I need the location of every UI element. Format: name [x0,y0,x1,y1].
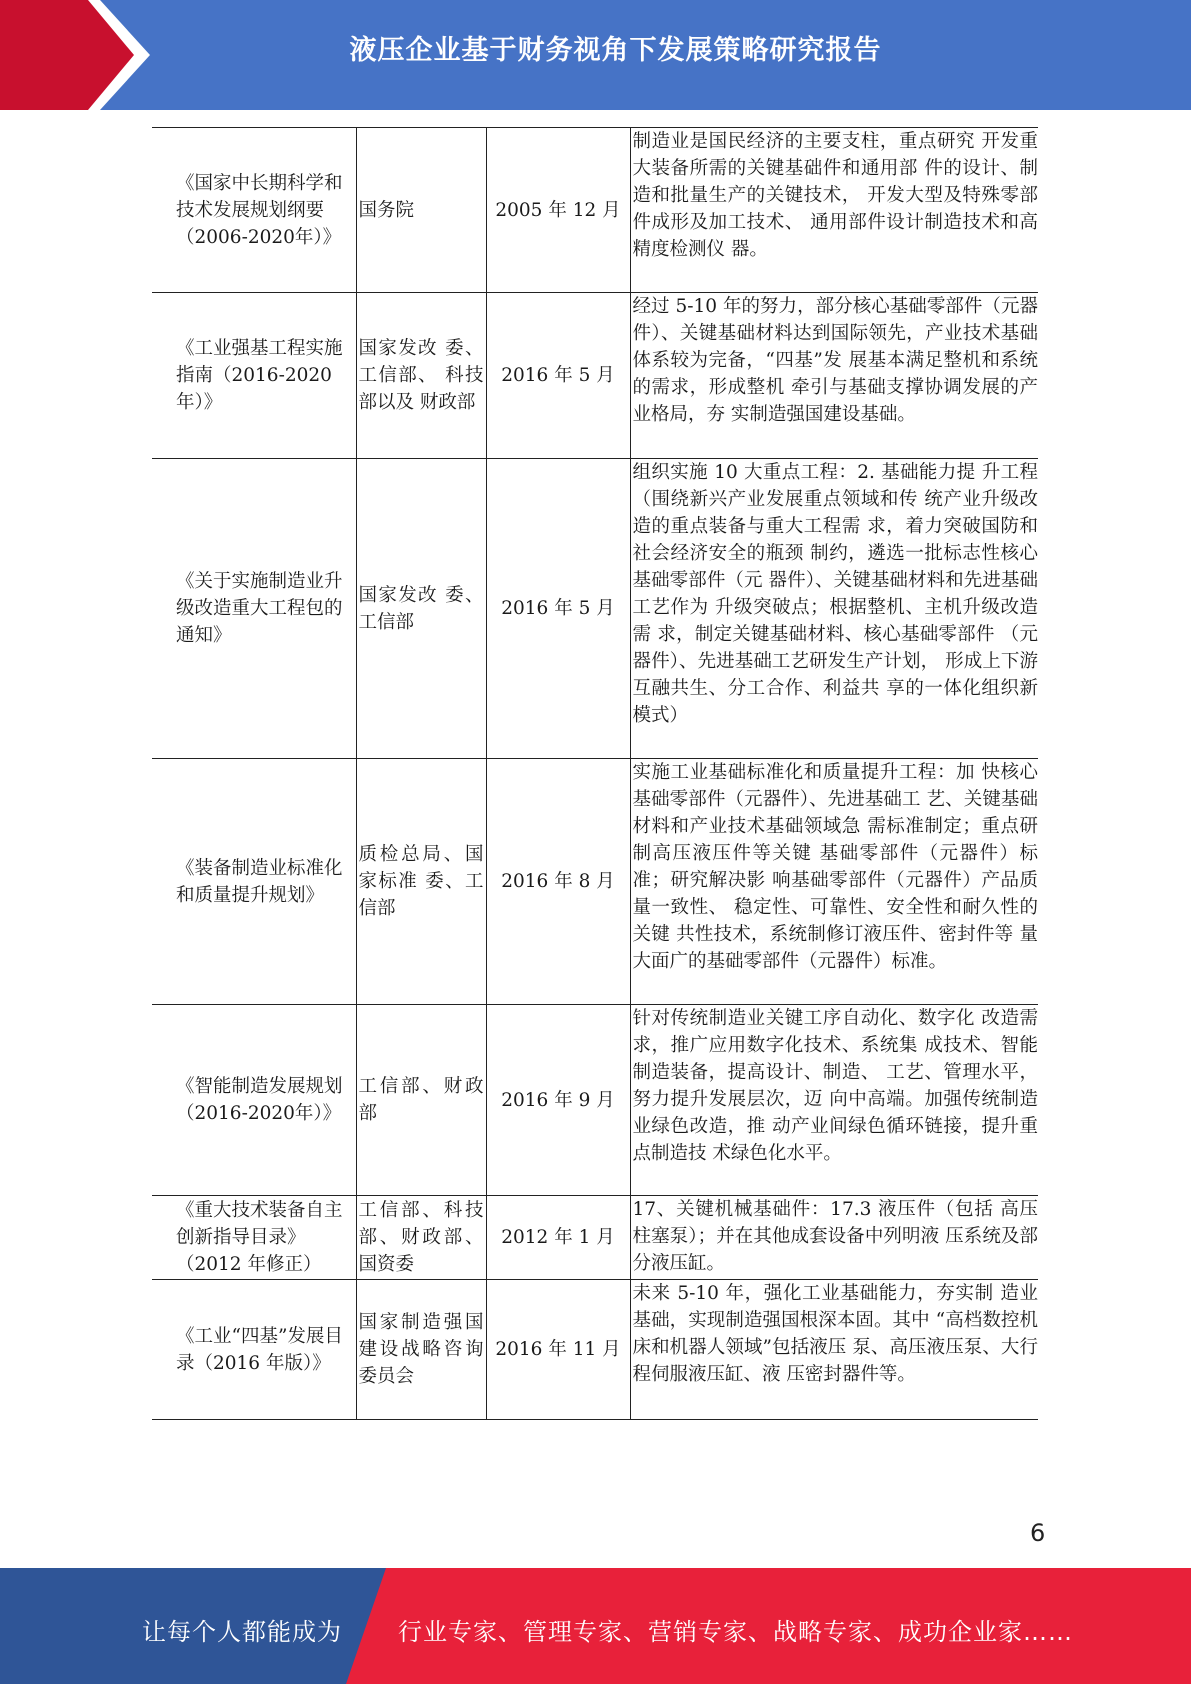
policy-name: 《关于实施制造业升级改造重大工程包的通知》 [152,459,356,759]
policy-content: 经过 5-10 年的努力，部分核心基础零部件（元器件）、关键基础材料达到国际领先，产业技术基础体系较为完备，“四基”发 展基本满足整机和系统的需求，形成整机 牵引与基础支撑协调发展的产业格局，夯 实制造强国建设基础。 [630,293,1038,459]
policy-date: 2005 年 12 月 [486,128,630,293]
policy-department: 国家发改 委、工信部、 科技部以及 财政部 [356,293,486,459]
page-header [0,0,1191,110]
policy-department: 工信部、科技部、财政部、国资委 [356,1196,486,1280]
table-row [152,1196,1038,1280]
policy-date: 2016 年 8 月 [486,759,630,1005]
policy-content: 制造业是国民经济的主要支柱，重点研究 开发重大装备所需的关键基础件和通用部 件的设计、制造和批量生产的关键技术， 开发大型及特殊零部件成形及加工技术、 通用部件设计制造技术和高精度检测仪 器。 [630,128,1038,293]
table-row [152,1280,1038,1420]
footer-slogan-left: 让每个人都能成为 [142,1618,342,1646]
policy-name: 《国家中长期科学和技术发展规划纲要（2006-2020年）》 [152,128,356,293]
header-title: 液压企业基于财务视角下发展策略研究报告 [349,35,882,66]
policy-content: 17、关键机械基础件：17.3 液压件（包括 高压柱塞泵）；并在其他成套设备中列明液 压系统及部分液压缸。 [630,1196,1038,1280]
policy-table [152,127,1038,1420]
page-footer [0,1568,1191,1684]
policy-date: 2016 年 5 月 [486,459,630,759]
policy-date: 2012 年 1 月 [486,1196,630,1280]
policy-content: 实施工业基础标准化和质量提升工程：加 快核心基础零部件（元器件）、先进基础工 艺、关键基础材料和产业技术基础领域急 需标准制定；重点研制高压液压件等关键 基础零部件（元器件）标准；研究解决影 响基础零部件（元器件）产品质量一致性、 稳定性、可靠性、安全性和耐久性的关键 共性技术，系统制修订液压件、密封件等 量大面广的基础零部件（元器件）标准。 [630,759,1038,1005]
page-number: 6 [1030,1519,1046,1547]
table-row [152,1005,1038,1196]
policy-content: 组织实施 10 大重点工程：2. 基础能力提 升工程（围绕新兴产业发展重点领域和传 统产业升级改造的重点装备与重大工程需 求，着力突破国防和社会经济安全的瓶颈 制约，遴选一批标志性核心基础零部件（元 器件）、关键基础材料和先进基础工艺作为 升级突破点；根据整机、主机升级改造需 求，制定关键基础材料、核心基础零部件 （元器件）、先进基础工艺研发生产计划， 形成上下游互融共生、分工合作、利益共 享的一体化组织新模式） [630,459,1038,759]
policy-date: 2016 年 11 月 [486,1280,630,1420]
table-row [152,293,1038,459]
policy-content: 未来 5-10 年，强化工业基础能力，夯实制 造业基础，实现制造强国根深本固。其中 “高档数控机床和机器人领域”包括液压 泵、高压液压泵、大行程伺服液压缸、液 压密封器件等。 [630,1280,1038,1420]
policy-date: 2016 年 5 月 [486,293,630,459]
policy-department: 国家制造强国建设战略咨询委员会 [356,1280,486,1420]
table-row [152,459,1038,759]
policy-date: 2016 年 9 月 [486,1005,630,1196]
policy-name: 《智能制造发展规划（2016-2020年）》 [152,1005,356,1196]
policy-content: 针对传统制造业关键工序自动化、数字化 改造需求，推广应用数字化技术、系统集 成技术、智能制造装备，提高设计、制造、 工艺、管理水平，努力提升发展层次，迈 向中高端。加强传统制造业绿色改造，推 动产业间绿色循环链接，提升重点制造技 术绿色化水平。 [630,1005,1038,1196]
footer-slogan-right: 行业专家、管理专家、营销专家、战略专家、成功企业家…… [398,1618,1073,1646]
policy-department: 质检总局、国家标准 委、工信部 [356,759,486,1005]
table-row [152,759,1038,1005]
policy-department: 工信部、财政部 [356,1005,486,1196]
policy-name: 《工业“四基”发展目录（2016 年版）》 [152,1280,356,1420]
policy-department: 国家发改 委、工信部 [356,459,486,759]
table-row [152,128,1038,293]
policy-name: 《装备制造业标准化和质量提升规划》 [152,759,356,1005]
policy-name: 《工业强基工程实施指南（2016-2020年）》 [152,293,356,459]
policy-department: 国务院 [356,128,486,293]
policy-name: 《重大技术装备自主创新指导目录》（2012 年修正） [152,1196,356,1280]
